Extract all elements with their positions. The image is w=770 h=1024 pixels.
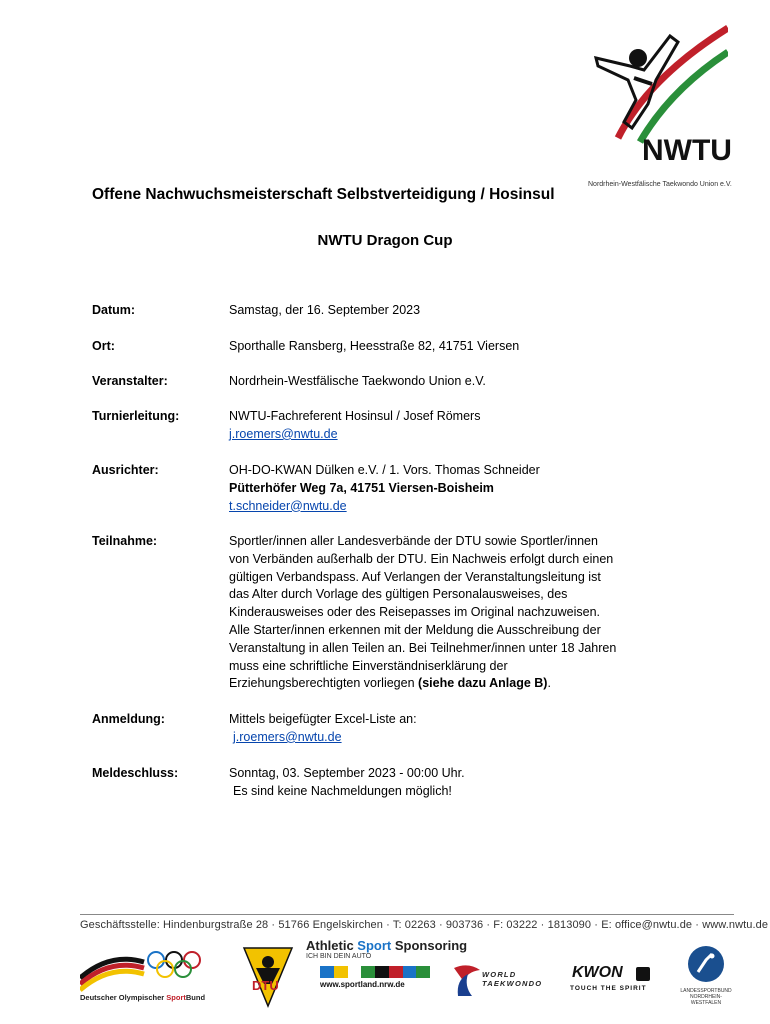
row-label: Ausrichter: bbox=[92, 463, 159, 477]
value-line: von Verbänden außerhalb der DTU. Ein Nachweis erfolgt durch einen bbox=[229, 551, 614, 566]
dosb-logo bbox=[80, 948, 210, 992]
row-label: Turnierleitung: bbox=[92, 409, 180, 423]
row-value bbox=[229, 533, 689, 693]
value-line: Alle Starter/innen erkennen mit der Meldung die Ausschreibung der bbox=[229, 622, 601, 637]
email-link[interactable]: t.schneider@nwtu.de bbox=[229, 498, 347, 513]
lsb-logo bbox=[688, 946, 724, 982]
value-line: muss eine schriftliche Einverständniserklärung der bbox=[229, 658, 508, 673]
email-link[interactable]: j.roemers@nwtu.de bbox=[233, 729, 342, 744]
value-line bbox=[229, 675, 689, 693]
ass-color-bar bbox=[320, 966, 430, 978]
email-link[interactable]: j.roemers@nwtu.de bbox=[229, 426, 338, 441]
value-text: . bbox=[547, 676, 551, 691]
value-line: Sporthalle Ransberg, Heesstraße 82, 41751 Viersen bbox=[229, 339, 520, 353]
kicking-fighter-icon bbox=[578, 18, 728, 146]
row-value bbox=[229, 711, 689, 747]
kwon-logo: KWON bbox=[572, 964, 623, 981]
ass-title-accent: Sport bbox=[357, 938, 392, 953]
value-line: Es sind keine Nachmeldungen möglich! bbox=[233, 783, 452, 798]
ass-title-part: Sponsoring bbox=[391, 938, 468, 953]
annex-reference: (siehe dazu Anlage B) bbox=[418, 676, 548, 691]
row-value bbox=[229, 302, 689, 320]
dosb-name bbox=[80, 993, 205, 1002]
value-line: Samstag, der 16. September 2023 bbox=[229, 303, 421, 317]
nwtu-logo bbox=[578, 18, 748, 188]
value-line: gültigen Verbandspass. Auf Verlangen der Veranstaltungsleitung ist bbox=[229, 569, 601, 584]
olympic-rings-icon bbox=[80, 948, 210, 992]
dtu-shield-icon bbox=[242, 944, 294, 1008]
wt-line: TAEKWONDO bbox=[482, 979, 543, 988]
logo-brand: NWTU bbox=[642, 134, 732, 167]
ass-subtitle: ICH BIN DEIN AUTO bbox=[306, 953, 372, 960]
kwon-slogan: TOUCH THE SPIRIT bbox=[570, 985, 647, 992]
row-value bbox=[229, 408, 689, 444]
lsb-line: LANDESSPORTBUND bbox=[680, 988, 732, 994]
address-line: Pütterhöfer Weg 7a, 41751 Viersen-Boisheim bbox=[229, 480, 494, 495]
ass-title-part: Athletic bbox=[306, 938, 358, 953]
footer-address: Geschäftsstelle: Hindenburgstraße 28 · 51766 Engelskirchen · T: 02263 · 903736 · F: 03222 · 1813090 · E: office@nwtu.de · www.nwtu.de bbox=[80, 919, 769, 931]
row-label: Datum: bbox=[92, 303, 136, 317]
row-label: Teilnahme: bbox=[92, 534, 158, 548]
world-taekwondo-icon bbox=[452, 962, 482, 998]
value-line: Veranstaltung in allen Teilen an. Bei Teilnehmer/innen unter 18 Jahren bbox=[229, 640, 617, 655]
row-value bbox=[229, 765, 689, 801]
value-line: Kinderausweises oder des Reisepasses im Original nachzuweisen. bbox=[229, 605, 601, 620]
document-subtitle: NWTU Dragon Cup bbox=[317, 232, 453, 249]
dosb-name-part: Deutscher Olympischer bbox=[80, 993, 167, 1002]
row-value bbox=[229, 373, 689, 391]
wt-line: WORLD bbox=[482, 970, 517, 979]
row-label: Veranstalter: bbox=[92, 374, 168, 388]
value-line: NWTU-Fachreferent Hosinsul / Josef Römers bbox=[229, 409, 481, 423]
lsb-name bbox=[676, 988, 736, 1006]
row-label: Anmeldung: bbox=[92, 712, 165, 726]
value-text: Erziehungsberechtigten vorliegen bbox=[229, 676, 415, 691]
wt-logo bbox=[452, 962, 482, 998]
dtu-label: DTU bbox=[252, 978, 279, 993]
value-line: Sportler/innen aller Landesverbände der DTU sowie Sportler/innen bbox=[229, 534, 598, 548]
row-label: Ort: bbox=[92, 339, 115, 353]
ass-url[interactable]: www.sportland.nrw.de bbox=[320, 980, 405, 989]
dosb-name-part: Bund bbox=[185, 993, 206, 1002]
dtu-logo bbox=[242, 944, 294, 1008]
lsb-figure-icon bbox=[688, 946, 724, 982]
footer-divider bbox=[80, 914, 734, 915]
value-line: das Alter durch Vorlage des gültigen Personalausweises, des bbox=[229, 587, 568, 602]
value-line: Mittels beigefügter Excel-Liste an: bbox=[229, 712, 417, 726]
value-line: Sonntag, 03. September 2023 - 00:00 Uhr. bbox=[229, 766, 465, 780]
value-line: OH-DO-KWAN Dülken e.V. / 1. Vors. Thomas Schneider bbox=[229, 463, 540, 477]
kwon-fist-icon bbox=[636, 967, 650, 981]
document-title: Offene Nachwuchsmeisterschaft Selbstverteidigung / Hosinsul bbox=[92, 186, 555, 203]
row-value bbox=[229, 462, 689, 515]
logo-union-name: Nordrhein-Westfälische Taekwondo Union e.V. bbox=[588, 181, 732, 188]
lsb-line: NORDRHEIN-WESTFALEN bbox=[690, 994, 722, 1006]
wt-name bbox=[482, 970, 542, 988]
ass-title bbox=[306, 938, 467, 953]
value-line: Nordrhein-Westfälische Taekwondo Union e.V. bbox=[229, 374, 486, 388]
row-label: Meldeschluss: bbox=[92, 766, 179, 780]
row-value bbox=[229, 338, 689, 356]
dosb-name-accent: Sport bbox=[166, 993, 186, 1002]
